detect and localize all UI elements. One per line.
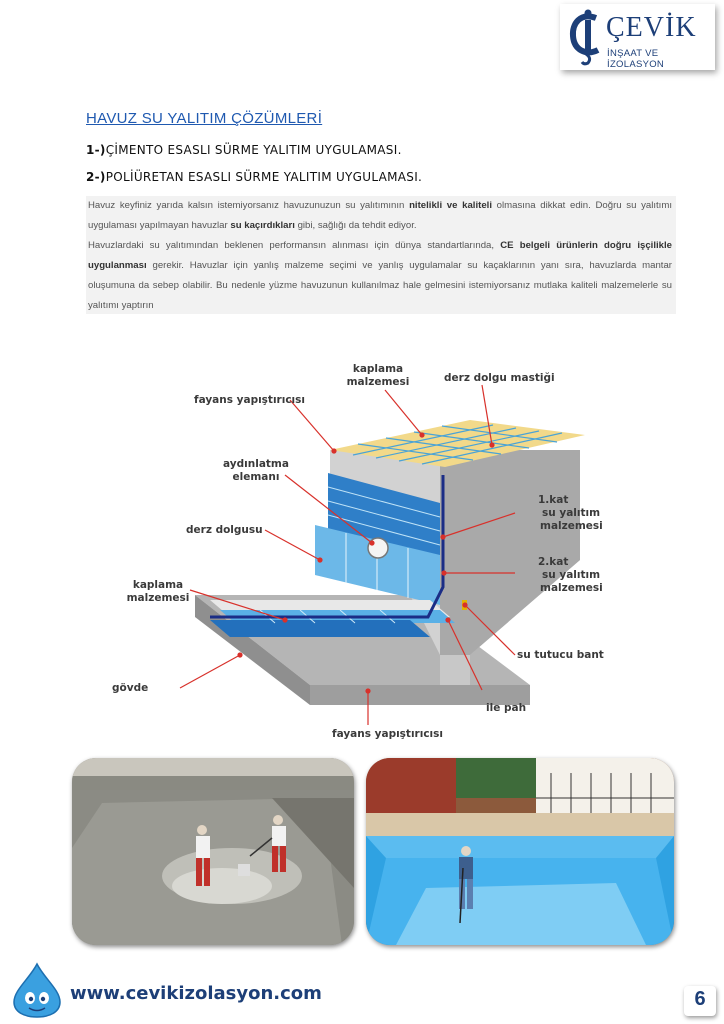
text-run: olmasına dikkat edin. Doğru su yalıtımı uygulaması yapılmayan havuzlar (88, 200, 673, 231)
paragraph-2 (86, 236, 676, 316)
photo-right-image (366, 758, 674, 945)
label-kat1-malzeme: malzemesi (540, 520, 603, 532)
paint-bucket-icon (238, 864, 250, 876)
page-number: 6 (694, 988, 706, 1010)
label-fayans-bottom: fayans yapıştırıcısı (332, 728, 444, 740)
text-run: Havuz keyfiniz yarıda kalsın istemiyorsanız havuzunuzun su yalıtımının (88, 200, 410, 211)
bold-run: nitelikli ve kaliteli (409, 200, 492, 211)
pool-cross-section-diagram (110, 355, 630, 745)
label-malzemesi-left: malzemesi (126, 592, 190, 604)
label-govde: gövde (112, 682, 149, 694)
bold-run: CE belgeli ürünlerin doğru işçilikle uygulanması (88, 240, 672, 271)
list-item-number: 1-) (86, 143, 106, 157)
water-drop-mascot-icon (10, 962, 64, 1018)
label-derz-dolgusu: derz dolgusu (186, 524, 263, 536)
cevik-logo-mark-icon (568, 8, 604, 66)
logo-brand: ÇEVİK (606, 12, 697, 43)
paragraph-1 (86, 196, 676, 236)
label-kaplama-left: kaplama (132, 579, 184, 591)
list-item-1 (86, 143, 402, 157)
label-kat1-su: su yalıtım (542, 507, 601, 519)
label-kat2-su: su yalıtım (542, 569, 601, 581)
bold-run: su kaçırdıkları (230, 220, 295, 231)
text-run: gerekir. Havuzlar için yanlış malzeme seçimi ve yanlış uygulamalar su kaçaklarının yanı sıra, havuzlarda mantar oluşumuna da sebep olabilir. Bu nedenle yüzme havuzunun kullanılmaz hale gelmesini istemiyorsanız mutlaka kaliteli malzemelerle su yalıtımı yaptırın (88, 260, 672, 311)
label-kat1: 1.kat (538, 494, 569, 506)
label-aydinlatma: aydınlatma (223, 458, 289, 470)
label-kat2-malzeme: malzemesi (540, 582, 603, 594)
label-elemani: elemanı (232, 471, 280, 483)
text-run: gibi, sağlığı da tehdit ediyor. (294, 220, 417, 231)
page-title: HAVUZ SU YALITIM ÇÖZÜMLERİ (86, 110, 323, 127)
wall-side (440, 450, 580, 655)
company-logo (560, 4, 715, 70)
photo-cement-coating-application (72, 758, 354, 945)
label-derz-mastigi: derz dolgu mastiği (444, 372, 555, 384)
label-su-tutucu-bant: su tutucu bant (517, 649, 604, 661)
label-ile-pah: ile pah (486, 702, 527, 714)
list-item-2 (86, 170, 422, 184)
list-item-text: ÇİMENTO ESASLI SÜRME YALITIM UYGULAMASI. (105, 143, 402, 157)
list-item-number: 2-) (86, 170, 106, 184)
website-link[interactable]: www.cevikizolasyon.com (70, 983, 322, 1004)
label-kaplama-top: kaplama (352, 363, 404, 375)
text-run: Havuzlardaki su yalıtımından beklenen performansın alınması için dünya standartlarında, (88, 240, 501, 251)
label-malzemesi-top: malzemesi (346, 376, 410, 388)
photo-polyurethane-application (366, 758, 674, 945)
floor-tiles-dark (210, 620, 430, 637)
logo-subtitle: İNŞAAT VE İZOLASYON (607, 48, 665, 70)
list-item-text: POLİÜRETAN ESASLI SÜRME YALITIM UYGULAMASI. (105, 170, 423, 184)
page-number-badge (684, 986, 716, 1016)
label-fayans-top: fayans yapıştırıcısı (194, 394, 306, 406)
label-kat2: 2.kat (538, 556, 569, 568)
photo-left-image (72, 758, 354, 945)
info-text-block (86, 196, 676, 314)
